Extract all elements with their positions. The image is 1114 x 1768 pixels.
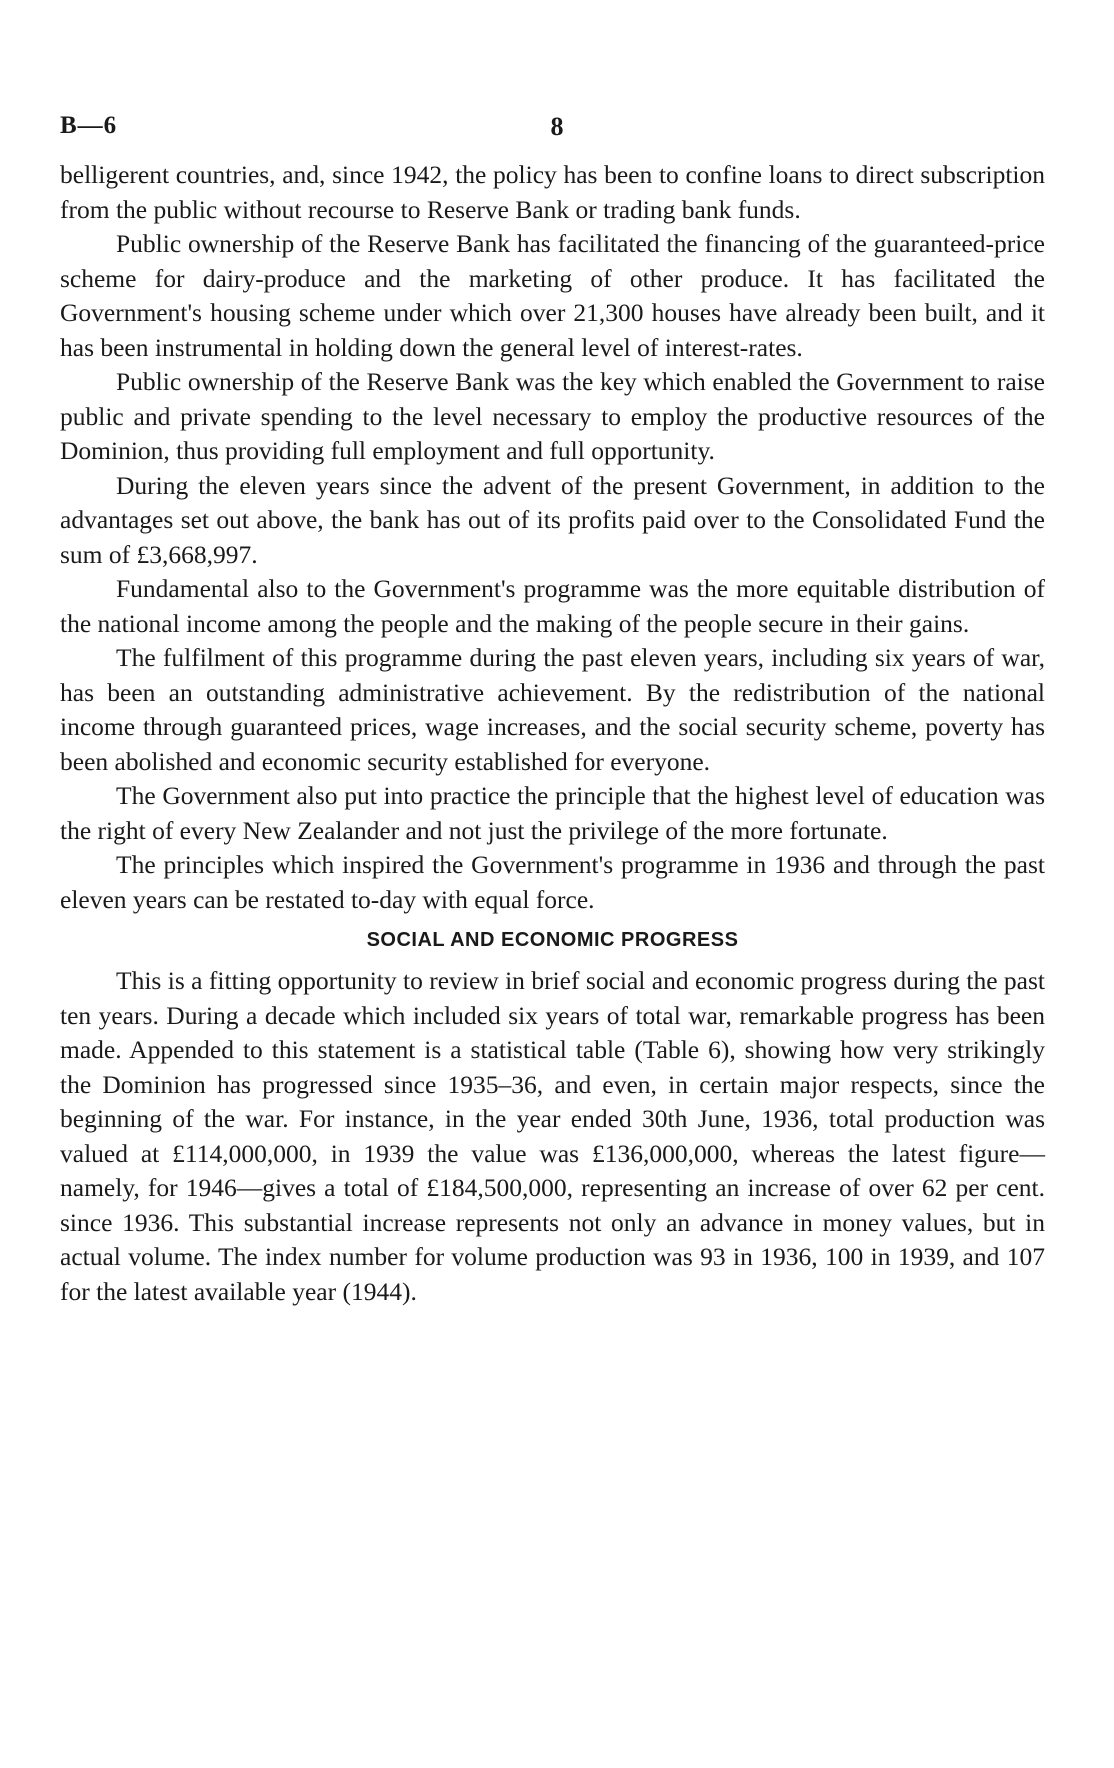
document-reference: B—6 — [60, 112, 118, 139]
page-body — [60, 158, 1045, 1309]
page-number: 8 — [550, 112, 564, 141]
paragraph-programme-fulfilment: The fulfilment of this programme during the past eleven years, including six years of war, has been an outstanding administrative achievement. By the redistribution of the national income through guaranteed prices, wage increases, and the social security scheme, poverty has been abolished and economic security established for everyone. — [60, 643, 1045, 776]
paragraph-reserve-bank-financing: Public ownership of the Reserve Bank has facilitated the financing of the guaranteed-price scheme for dairy-produce and the marketing of other produce. It has facilitated the Government's housing scheme under which over 21,300 houses have already been built, and it has been instrumental in holding down the general level of interest-rates. — [60, 229, 1045, 362]
paragraph-bank-profits: During the eleven years since the advent of the present Government, in addition to the advantages set out above, the bank has out of its profits paid over to the Consolidated Fund the sum of £3,668,997. — [60, 470, 1045, 569]
page-header — [60, 112, 1054, 144]
paragraph-education: The Government also put into practice the principle that the highest level of education was the right of every New Zealander and not just the privilege of the more fortunate. — [60, 781, 1045, 845]
section-heading: SOCIAL AND ECONOMIC PROGRESS — [366, 929, 739, 951]
paragraph-principles: The principles which inspired the Government's programme in 1936 and through the past eleven years can be restated to-day with equal force. — [60, 850, 1045, 914]
paragraph-income-distribution: Fundamental also to the Government's programme was the more equitable distribution of the national income among the people and the making of the people secure in their gains. — [60, 574, 1045, 638]
paragraph-social-economic-progress: This is a fitting opportunity to review in brief social and economic progress during the past ten years. During a decade which included six years of total war, remarkable progress has been made. Appended to this statement is a statistical table (Table 6), showing how very strikingly the Dominion has progressed since 1935–36, and even, in certain major respects, since the beginning of the war. For instance, in the year ended 30th June, 1936, total production was valued at £114,000,000, in 1939 the value was £136,000,000, whereas the latest figure—namely, for 1946—gives a total of £184,500,000, representing an increase of over 62 per cent. since 1936. This substantial increase represents not only an advance in money values, but in actual volume. The index number for volume production was 93 in 1936, 100 in 1939, and 107 for the latest available year (1944). — [60, 966, 1045, 1306]
paragraph-reserve-bank-key: Public ownership of the Reserve Bank was the key which enabled the Government to raise public and private spending to the level necessary to employ the productive resources of the Dominion, thus providing full employment and full opportunity. — [60, 367, 1045, 465]
paragraph-continued: belligerent countries, and, since 1942, the policy has been to confine loans to direct subscription from the public without recourse to Reserve Bank or trading bank funds. — [60, 160, 1045, 224]
